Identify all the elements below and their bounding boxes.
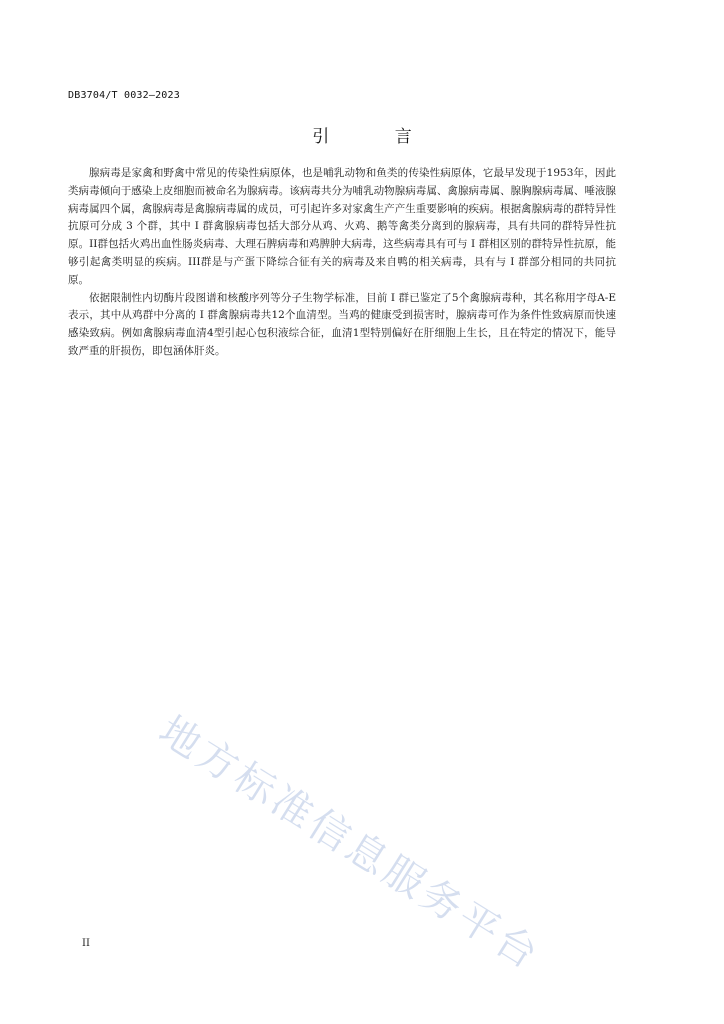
paragraph: 腺病毒是家禽和野禽中常见的传染性病原体，也是哺乳动物和鱼类的传染性病原体，它最早发现于1953年，因此类病毒倾向于感染上皮细胞而被命名为腺病毒。该病毒共分为哺乳动物腺病毒属、禽腺病毒属、腺胸腺病毒属、唾液腺病毒属四个属，禽腺病毒是禽腺病毒属的成员，可引起许多对家禽生产产生重要影响的疾病。根据禽腺病毒的群特异性抗原可分成 3 个群，其中 I 群禽腺病毒包括大部分从鸡、火鸡、鹅等禽类分离到的腺病毒，具有共同的群特异性抗原。II群包括火鸡出血性肠炎病毒、大理石脾病毒和鸡脾肿大病毒，这些病毒具有可与 I 群相区别的群特异性抗原，能够引起禽类明显的疾病。III群是与产蛋下降综合征有关的病毒及来自鸭的相关病毒，具有与 I 群部分相同的共同抗原。 <box>68 167 616 286</box>
body-text <box>68 165 616 361</box>
paragraph: 依据限制性内切酶片段图谱和核酸序列等分子生物学标准，目前 I 群已鉴定了5个禽腺病毒种，其名称用字母A-E表示，其中从鸡群中分离的 I 群禽腺病毒共12个血清型。当鸡的健康受到损害时，腺病毒可作为条件性致病原而快速感染致病。例如禽腺病毒血清4型引起心包积液综合征，血清1型特别偏好在肝细胞上生长，且在特定的情况下，能导致严重的肝损伤，即包涵体肝炎。 <box>68 291 616 357</box>
document-code: DB3704/T 0032—2023 <box>68 90 180 101</box>
section-title: 引 言 <box>312 127 442 147</box>
page-number: II <box>82 938 90 949</box>
watermark: 地方标准信息服务平台 <box>150 707 549 980</box>
